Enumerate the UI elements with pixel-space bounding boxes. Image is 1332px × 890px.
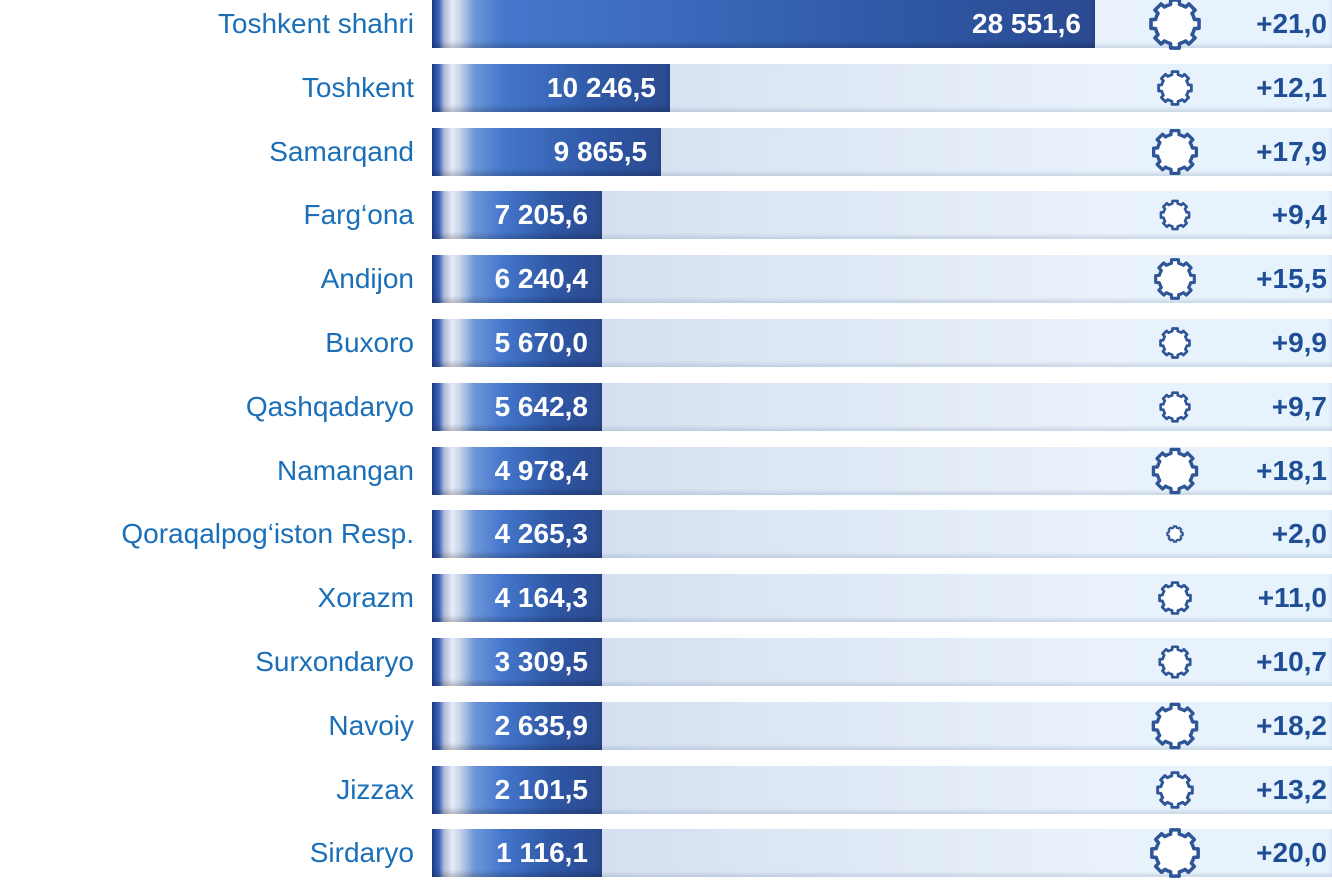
gear-icon xyxy=(1145,823,1205,883)
chart-row xyxy=(0,702,1332,750)
growth-label: +10,7 xyxy=(1256,646,1327,677)
chart-row xyxy=(0,510,1332,558)
bar-value-label: 3 309,5 xyxy=(494,646,588,677)
category-label: Qashqadaryo xyxy=(245,390,414,422)
growth-label: +9,4 xyxy=(1271,199,1327,231)
category-label: Farg‘ona xyxy=(303,199,414,231)
chart-row xyxy=(0,128,1332,176)
growth-label: +9,9 xyxy=(1271,327,1327,358)
growth-label: +20,0 xyxy=(1256,837,1327,869)
gear-icon xyxy=(1145,0,1205,54)
category-label: Samarqand xyxy=(269,135,414,167)
growth-label: +18,2 xyxy=(1256,709,1327,741)
bar-value-label: 10 246,5 xyxy=(546,71,656,103)
category-label: Andijon xyxy=(320,263,414,295)
gear-icon xyxy=(1145,58,1205,118)
bar-value-label: 2 635,9 xyxy=(494,709,588,741)
chart-row xyxy=(0,255,1332,303)
growth-label: +2,0 xyxy=(1271,518,1327,550)
category-label: Namangan xyxy=(277,454,414,486)
category-label: Toshkent xyxy=(301,71,414,103)
chart-row xyxy=(0,829,1332,877)
chart-row xyxy=(0,319,1332,367)
bar-value-label: 4 265,3 xyxy=(494,518,588,550)
bar-value-label: 4 164,3 xyxy=(494,582,588,614)
gear-icon xyxy=(1145,504,1205,564)
gear-icon xyxy=(1145,632,1205,692)
gear-icon xyxy=(1145,122,1205,182)
category-label: Jizzax xyxy=(336,773,414,805)
bar-value-label: 9 865,5 xyxy=(553,135,648,167)
bar-value-label: 5 642,8 xyxy=(494,390,588,422)
gear-icon xyxy=(1145,696,1205,756)
growth-label: +17,9 xyxy=(1256,135,1327,167)
bar-value-label: 4 978,4 xyxy=(494,454,588,486)
bar-value-label: 7 205,6 xyxy=(494,199,588,231)
growth-label: +13,2 xyxy=(1256,773,1327,805)
category-label: Surxondaryo xyxy=(255,646,414,677)
chart-row xyxy=(0,638,1332,686)
bar-value-label: 5 670,0 xyxy=(494,327,588,358)
gear-icon xyxy=(1145,568,1205,628)
category-label: Qoraqalpog‘iston Resp. xyxy=(121,518,414,550)
growth-label: +9,7 xyxy=(1271,390,1327,422)
gear-icon xyxy=(1145,185,1205,245)
bar-value-label: 6 240,4 xyxy=(494,263,588,295)
category-label: Xorazm xyxy=(317,582,414,614)
chart-row xyxy=(0,64,1332,112)
gear-icon xyxy=(1145,760,1205,820)
chart-row xyxy=(0,191,1332,239)
category-label: Navoiy xyxy=(328,709,414,741)
category-label: Toshkent shahri xyxy=(217,8,414,39)
bar-value-label: 2 101,5 xyxy=(494,773,588,805)
gear-icon xyxy=(1145,441,1205,501)
chart-row xyxy=(0,383,1332,431)
growth-label: +12,1 xyxy=(1256,71,1327,103)
growth-label: +11,0 xyxy=(1257,582,1327,614)
bar-value-label: 1 116,1 xyxy=(496,837,588,869)
chart-row xyxy=(0,766,1332,814)
chart-row xyxy=(0,574,1332,622)
gear-icon xyxy=(1145,377,1205,437)
growth-label: +21,0 xyxy=(1256,8,1327,39)
category-label: Sirdaryo xyxy=(309,837,414,869)
bar-value-label: 28 551,6 xyxy=(972,8,1081,39)
growth-label: +15,5 xyxy=(1256,263,1327,295)
chart-row xyxy=(0,447,1332,495)
gear-icon xyxy=(1145,249,1205,309)
growth-label: +18,1 xyxy=(1256,454,1327,486)
category-label: Buxoro xyxy=(325,327,414,358)
gear-icon xyxy=(1145,313,1205,373)
chart-row xyxy=(0,0,1332,48)
